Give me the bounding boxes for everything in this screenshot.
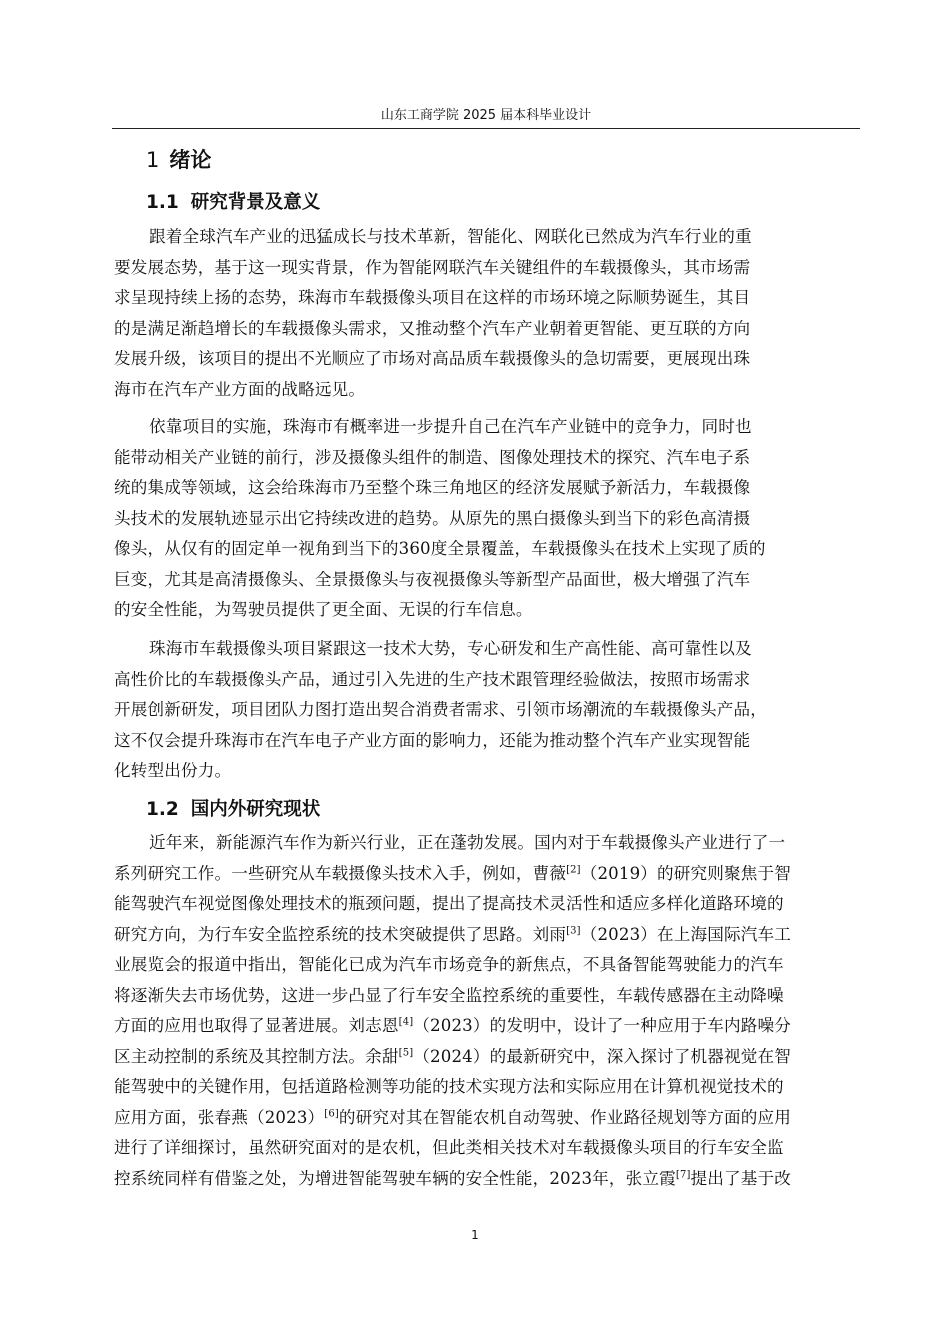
- text-line: 的安全性能，为驾驶员提供了更全面、无误的行车信息。: [114, 600, 533, 619]
- section-title: 国内外研究现状: [190, 799, 321, 820]
- text-line: 的是满足渐趋增长的车载摄像头需求，又推动整个汽车产业朝着更智能、更互联的方向: [114, 318, 751, 338]
- text-line: 这不仅会提升珠海市在汽车电子产业方面的影响力，还能为推动整个汽车产业实现智能: [114, 730, 751, 750]
- text-line: 化转型出份力。: [114, 761, 232, 780]
- text-line: 区主动控制的系统及其控制方法。余甜[5]（2024）的最新研究中，深入探讨了机器视觉在智: [114, 1046, 791, 1066]
- citation-marker: [6]: [324, 1107, 339, 1119]
- citation-marker: [3]: [566, 924, 581, 936]
- text-line: 巨变，尤其是高清摄像头、全景摄像头与夜视摄像头等新型产品面世，极大增强了汽车: [114, 569, 751, 589]
- text-line: 能驾驶中的关键作用，包括道路检测等功能的技术实现方法和实际应用在计算机视觉技术的: [114, 1077, 784, 1096]
- text-line: 统的集成等领域，这会给珠海市乃至整个珠三角地区的经济发展赋予新活力，车载摄像: [114, 478, 751, 497]
- text-line: 像头，从仅有的固定单一视角到当下的360度全景覆盖，车载摄像头在技术上实现了质的: [114, 539, 766, 558]
- text-line: 依靠项目的实施，珠海市有概率进一步提升自己在汽车产业链中的竞争力，同时也: [149, 417, 752, 436]
- text-line: 求呈现持续上扬的态势，珠海市车载摄像头项目在这样的市场环境之际顺势诞生，其目: [114, 288, 751, 307]
- section-heading-1-2: [146, 797, 320, 823]
- text-line: 开展创新研发，项目团队力图打造出契合消费者需求、引领市场潮流的车载摄像头产品，: [114, 700, 768, 719]
- chapter-number: 1: [146, 148, 160, 172]
- paragraph-research-status: [114, 828, 874, 1194]
- citation-marker: [5]: [398, 1046, 414, 1058]
- paragraph-background-3: [114, 634, 874, 787]
- text-line: 头技术的发展轨迹显示出它持续改进的趋势。从原先的黑白摄像头到当下的彩色高清摄: [114, 508, 751, 528]
- citation-marker: [2]: [566, 863, 581, 875]
- text-line: 要发展态势，基于这一现实背景，作为智能网联汽车关键组件的车载摄像头，其市场需: [114, 257, 751, 277]
- section-number: 1.1: [146, 192, 179, 213]
- citation-marker: [7]: [675, 1168, 691, 1180]
- citation-marker: [4]: [398, 1016, 414, 1028]
- text-line: 发展升级，该项目的提出不光顺应了市场对高品质车载摄像头的急切需要，更展现出珠: [114, 349, 751, 368]
- text-line: 海市在汽车产业方面的战略远见。: [114, 379, 366, 399]
- page-number: 1: [471, 1228, 479, 1242]
- section-title: 研究背景及意义: [190, 192, 321, 213]
- text-line: 方面的应用也取得了显著进展。刘志恩[4]（2023）的发明中，设计了一种应用于车内路噪分: [114, 1016, 791, 1035]
- text-line: 能带动相关产业链的前行，涉及摄像头组件的制造、图像处理技术的探究、汽车电子系: [114, 447, 751, 467]
- text-line: 进行了详细探讨，虽然研究面对的是农机，但此类相关技术对车载摄像头项目的行车安全监: [114, 1138, 784, 1157]
- text-line: 高性价比的车载摄像头产品，通过引入先进的生产技术跟管理经验做法，按照市场需求: [114, 669, 751, 689]
- paragraph-background-2: [114, 412, 874, 626]
- text-line: 应用方面，张春燕（2023）[6]的研究对其在智能农机自动驾驶、作业路径规划等方面的应用: [114, 1107, 791, 1127]
- text-line: 研究方向，为行车安全监控系统的技术突破提供了思路。刘雨[3]（2023）在上海国际汽车工: [114, 924, 791, 944]
- text-line: 系列研究工作。一些研究从车载摄像头技术入手，例如，曹薇[2]（2019）的研究则聚焦于智: [114, 863, 791, 883]
- text-line: 近年来，新能源汽车作为新兴行业，正在蓬勃发展。国内对于车载摄像头产业进行了一: [149, 833, 786, 852]
- paragraph-background-1: [114, 222, 874, 405]
- text-line: 业展览会的报道中指出，智能化已成为汽车市场竞争的新焦点，不具备智能驾驶能力的汽车: [114, 955, 784, 974]
- text-line: 控系统同样有借鉴之处，为增进智能驾驶车辆的安全性能，2023年，张立霞[7]提出了基于改: [114, 1168, 791, 1188]
- page-header: 山东工商学院 2025 届本科毕业设计: [112, 106, 860, 129]
- chapter-title: 绪论: [169, 148, 212, 172]
- text-line: 将逐渐失去市场优势，这进一步凸显了行车安全监控系统的重要性，车载传感器在主动降噪: [114, 985, 784, 1005]
- text-line: 跟着全球汽车产业的迅猛成长与技术革新，智能化、网联化已然成为汽车行业的重: [149, 227, 752, 246]
- chapter-heading: [146, 146, 211, 174]
- text-line: 能驾驶汽车视觉图像处理技术的瓶颈问题，提出了提高技术灵活性和适应多样化道路环境的: [114, 894, 784, 913]
- section-heading-1-1: [146, 190, 320, 216]
- section-number: 1.2: [146, 799, 179, 820]
- text-line: 珠海市车载摄像头项目紧跟这一技术大势，专心研发和生产高性能、高可靠性以及: [149, 639, 752, 658]
